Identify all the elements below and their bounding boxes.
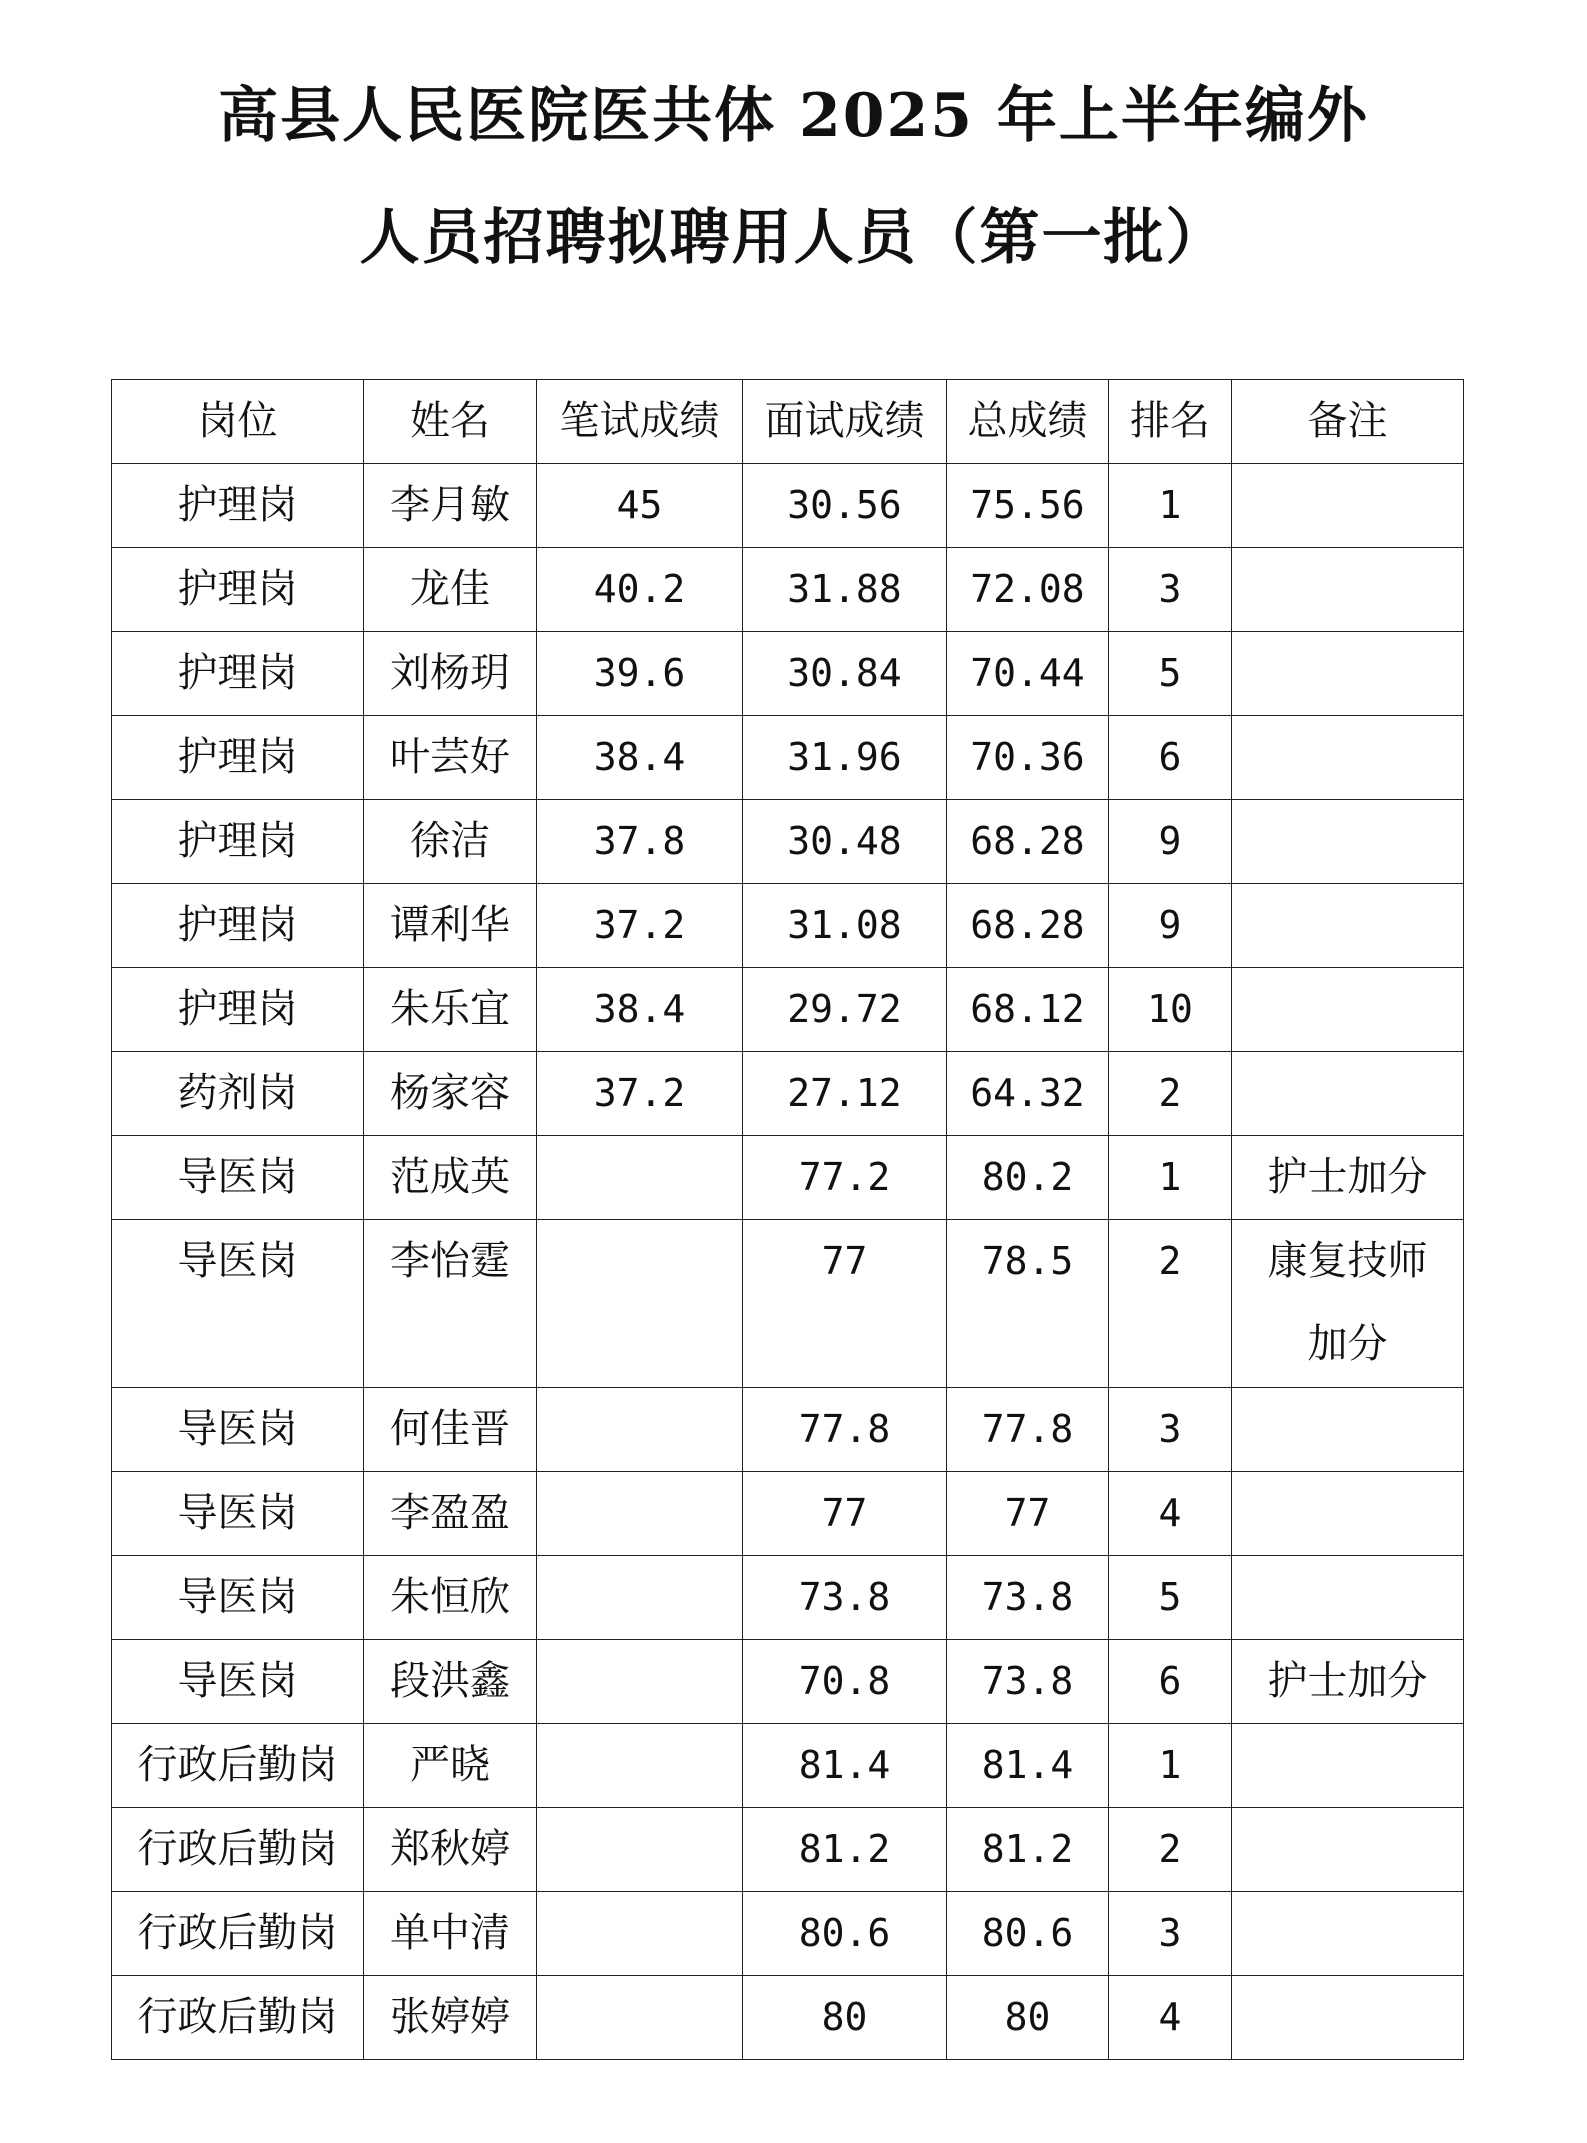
cell-rank: 3: [1109, 548, 1232, 632]
page-title-line1: 高县人民医院医共体 2025 年上半年编外: [218, 81, 1369, 151]
cell-name: 叶芸好: [364, 716, 537, 800]
cell-written-score: [537, 1388, 743, 1472]
cell-rank: 9: [1109, 884, 1232, 968]
cell-name: 范成英: [364, 1136, 537, 1220]
table-row: [112, 1052, 1464, 1136]
cell-rank: 4: [1109, 1472, 1232, 1556]
table-row: [112, 632, 1464, 716]
cell-remark: [1232, 548, 1464, 632]
cell-rank: 9: [1109, 800, 1232, 884]
table-row: [112, 548, 1464, 632]
cell-name: 李盈盈: [364, 1472, 537, 1556]
table-row: [112, 716, 1464, 800]
cell-total-score: 73.8: [947, 1556, 1109, 1640]
cell-position: 护理岗: [112, 800, 364, 884]
cell-rank: 2: [1109, 1220, 1232, 1388]
cell-written-score: 37.2: [537, 1052, 743, 1136]
cell-remark: [1232, 968, 1464, 1052]
table-body: [112, 464, 1464, 2060]
cell-total-score: 77: [947, 1472, 1109, 1556]
cell-written-score: [537, 1640, 743, 1724]
cell-name: 单中清: [364, 1892, 537, 1976]
cell-written-score: [537, 1976, 743, 2060]
cell-position: 导医岗: [112, 1136, 364, 1220]
header-written-score: 笔试成绩: [537, 380, 743, 464]
page-title-line2: 人员招聘拟聘用人员（第一批）: [359, 203, 1228, 273]
cell-position: 行政后勤岗: [112, 1892, 364, 1976]
header-rank: 排名: [1109, 380, 1232, 464]
cell-position: 行政后勤岗: [112, 1976, 364, 2060]
cell-position: 行政后勤岗: [112, 1808, 364, 1892]
cell-total-score: 73.8: [947, 1640, 1109, 1724]
cell-remark: [1232, 716, 1464, 800]
cell-written-score: [537, 1472, 743, 1556]
cell-interview-score: 31.96: [743, 716, 947, 800]
cell-position: 护理岗: [112, 464, 364, 548]
cell-position: 导医岗: [112, 1640, 364, 1724]
cell-name: 龙佳: [364, 548, 537, 632]
cell-name: 李怡霆: [364, 1220, 537, 1388]
cell-remark: 护士加分: [1232, 1136, 1464, 1220]
cell-interview-score: 73.8: [743, 1556, 947, 1640]
cell-written-score: [537, 1808, 743, 1892]
cell-position: 护理岗: [112, 968, 364, 1052]
cell-position: 护理岗: [112, 548, 364, 632]
cell-remark: 康复技师 加分: [1232, 1220, 1464, 1388]
header-remark: 备注: [1232, 380, 1464, 464]
cell-written-score: 38.4: [537, 968, 743, 1052]
cell-interview-score: 30.84: [743, 632, 947, 716]
table-row: [112, 1724, 1464, 1808]
cell-rank: 3: [1109, 1388, 1232, 1472]
cell-interview-score: 27.12: [743, 1052, 947, 1136]
cell-written-score: 37.2: [537, 884, 743, 968]
cell-rank: 2: [1109, 1052, 1232, 1136]
header-interview-score: 面试成绩: [743, 380, 947, 464]
cell-interview-score: 31.88: [743, 548, 947, 632]
cell-remark: [1232, 464, 1464, 548]
cell-interview-score: 81.2: [743, 1808, 947, 1892]
cell-remark: [1232, 1472, 1464, 1556]
cell-remark: [1232, 1808, 1464, 1892]
cell-total-score: 78.5: [947, 1220, 1109, 1388]
cell-position: 护理岗: [112, 716, 364, 800]
cell-written-score: 40.2: [537, 548, 743, 632]
cell-written-score: [537, 1136, 743, 1220]
cell-written-score: [537, 1220, 743, 1388]
table-row: [112, 1640, 1464, 1724]
cell-rank: 6: [1109, 716, 1232, 800]
cell-position: 行政后勤岗: [112, 1724, 364, 1808]
table-header-row: [112, 380, 1464, 464]
cell-name: 郑秋婷: [364, 1808, 537, 1892]
cell-rank: 2: [1109, 1808, 1232, 1892]
header-name: 姓名: [364, 380, 537, 464]
cell-remark: [1232, 1892, 1464, 1976]
cell-interview-score: 80: [743, 1976, 947, 2060]
cell-total-score: 68.12: [947, 968, 1109, 1052]
cell-written-score: [537, 1556, 743, 1640]
cell-written-score: 45: [537, 464, 743, 548]
results-table: [111, 379, 1464, 2060]
cell-name: 李月敏: [364, 464, 537, 548]
cell-remark: 护士加分: [1232, 1640, 1464, 1724]
cell-interview-score: 70.8: [743, 1640, 947, 1724]
table-row: [112, 884, 1464, 968]
cell-name: 严晓: [364, 1724, 537, 1808]
cell-position: 药剂岗: [112, 1052, 364, 1136]
cell-name: 朱乐宜: [364, 968, 537, 1052]
cell-rank: 1: [1109, 1724, 1232, 1808]
cell-remark: [1232, 884, 1464, 968]
cell-total-score: 70.44: [947, 632, 1109, 716]
cell-rank: 3: [1109, 1892, 1232, 1976]
cell-remark: [1232, 1976, 1464, 2060]
cell-remark: [1232, 632, 1464, 716]
cell-total-score: 68.28: [947, 884, 1109, 968]
cell-remark: [1232, 1388, 1464, 1472]
cell-rank: 1: [1109, 464, 1232, 548]
cell-position: 导医岗: [112, 1220, 364, 1388]
cell-rank: 1: [1109, 1136, 1232, 1220]
cell-total-score: 77.8: [947, 1388, 1109, 1472]
cell-position: 护理岗: [112, 632, 364, 716]
cell-total-score: 80: [947, 1976, 1109, 2060]
cell-interview-score: 77.8: [743, 1388, 947, 1472]
cell-rank: 6: [1109, 1640, 1232, 1724]
cell-remark: [1232, 1052, 1464, 1136]
cell-total-score: 81.2: [947, 1808, 1109, 1892]
cell-remark: [1232, 1724, 1464, 1808]
cell-rank: 10: [1109, 968, 1232, 1052]
cell-interview-score: 77: [743, 1220, 947, 1388]
cell-total-score: 64.32: [947, 1052, 1109, 1136]
cell-interview-score: 30.56: [743, 464, 947, 548]
cell-total-score: 72.08: [947, 548, 1109, 632]
cell-total-score: 68.28: [947, 800, 1109, 884]
cell-written-score: 37.8: [537, 800, 743, 884]
cell-written-score: 38.4: [537, 716, 743, 800]
table-row: [112, 464, 1464, 548]
cell-position: 导医岗: [112, 1556, 364, 1640]
cell-name: 杨家容: [364, 1052, 537, 1136]
cell-interview-score: 31.08: [743, 884, 947, 968]
table-row: [112, 800, 1464, 884]
cell-rank: 5: [1109, 632, 1232, 716]
table-row: [112, 1388, 1464, 1472]
cell-name: 段洪鑫: [364, 1640, 537, 1724]
cell-position: 导医岗: [112, 1388, 364, 1472]
cell-interview-score: 77.2: [743, 1136, 947, 1220]
cell-total-score: 80.6: [947, 1892, 1109, 1976]
cell-position: 护理岗: [112, 884, 364, 968]
header-total-score: 总成绩: [947, 380, 1109, 464]
cell-position: 导医岗: [112, 1472, 364, 1556]
cell-written-score: [537, 1724, 743, 1808]
cell-rank: 4: [1109, 1976, 1232, 2060]
cell-name: 朱恒欣: [364, 1556, 537, 1640]
table-row: [112, 968, 1464, 1052]
cell-total-score: 70.36: [947, 716, 1109, 800]
cell-interview-score: 81.4: [743, 1724, 947, 1808]
cell-interview-score: 29.72: [743, 968, 947, 1052]
cell-interview-score: 80.6: [743, 1892, 947, 1976]
table-row: [112, 1808, 1464, 1892]
cell-name: 谭利华: [364, 884, 537, 968]
table-row: [112, 1472, 1464, 1556]
header-position: 岗位: [112, 380, 364, 464]
cell-written-score: 39.6: [537, 632, 743, 716]
table-row: [112, 1220, 1464, 1388]
table-row: [112, 1892, 1464, 1976]
cell-remark: [1232, 1556, 1464, 1640]
cell-total-score: 75.56: [947, 464, 1109, 548]
cell-remark: [1232, 800, 1464, 884]
table-row: [112, 1556, 1464, 1640]
cell-total-score: 81.4: [947, 1724, 1109, 1808]
cell-name: 张婷婷: [364, 1976, 537, 2060]
cell-total-score: 80.2: [947, 1136, 1109, 1220]
table-row: [112, 1136, 1464, 1220]
cell-name: 刘杨玥: [364, 632, 537, 716]
cell-name: 何佳晋: [364, 1388, 537, 1472]
cell-interview-score: 30.48: [743, 800, 947, 884]
table-row: [112, 1976, 1464, 2060]
cell-rank: 5: [1109, 1556, 1232, 1640]
cell-interview-score: 77: [743, 1472, 947, 1556]
cell-name: 徐洁: [364, 800, 537, 884]
cell-written-score: [537, 1892, 743, 1976]
